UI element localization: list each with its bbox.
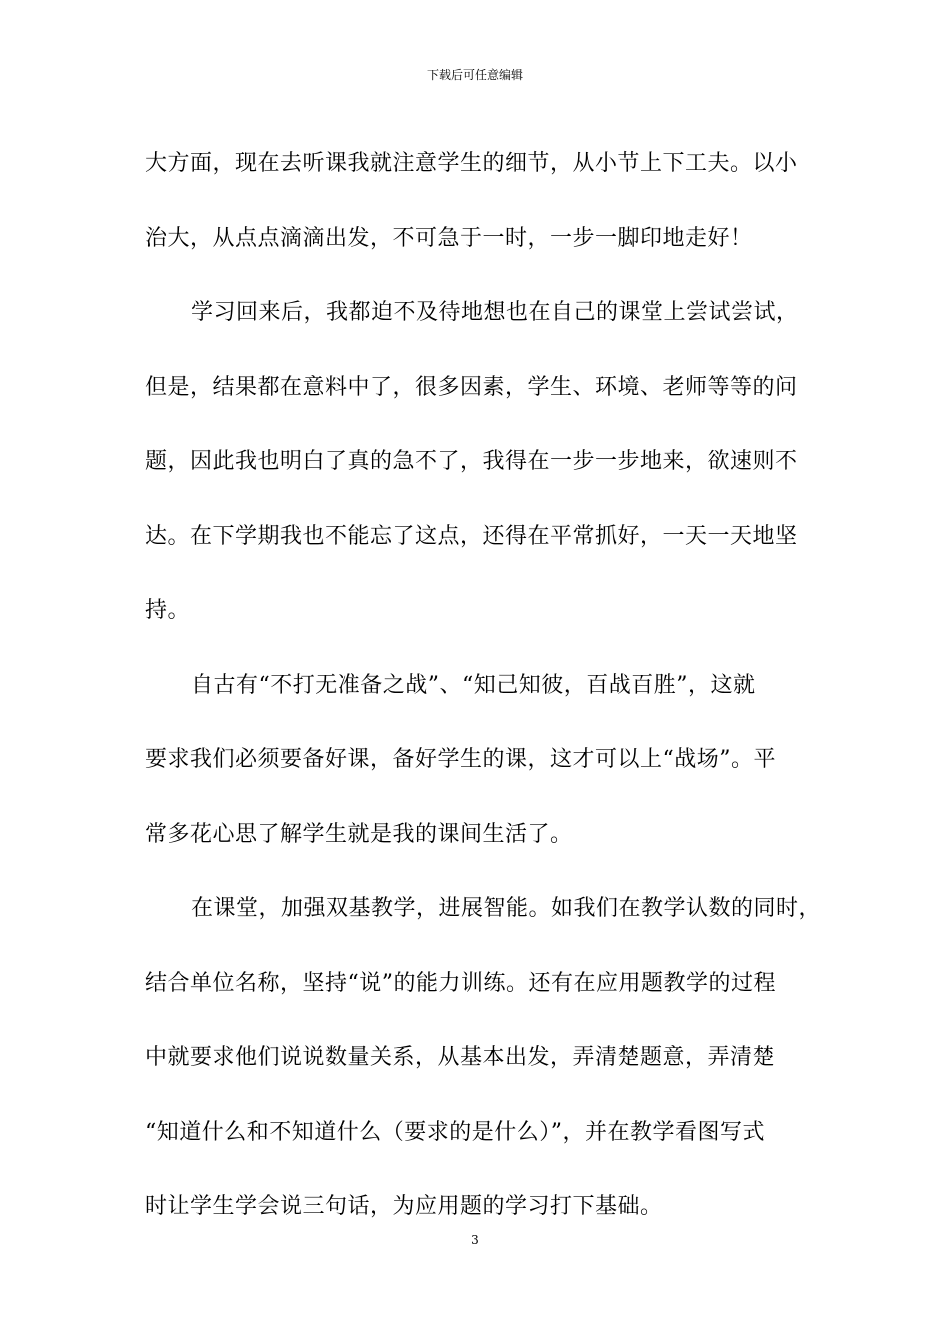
paragraph-start-line: 在课堂，加强双基教学，进展智能。如我们在教学认数的同时，	[191, 896, 822, 921]
page-header: 下载后可任意编辑	[426, 68, 523, 82]
paragraph-start-line: 自古有“不打无准备之战”、“知己知彼，百战百胜”，这就	[191, 672, 756, 698]
text-line: 治大，从点点滴滴出发，不可急于一时，一步一脚印地走好！	[145, 225, 753, 251]
document-body	[145, 127, 825, 1245]
text-line: 中就要求他们说说数量关系，从基本出发，弄清楚题意，弄清楚	[145, 1045, 776, 1070]
text-line: 要求我们必须要备好课，备好学生的课，这才可以上“战场”。平	[145, 747, 776, 772]
page-number: 3	[471, 1233, 479, 1247]
text-line: 题，因此我也明白了真的急不了，我得在一步一步地来，欲速则不	[145, 449, 798, 474]
text-line: 持。	[145, 598, 191, 623]
paragraph-start-line: 学习回来后，我都迫不及待地想也在自己的课堂上尝试尝试，	[191, 300, 799, 325]
text-line: “知道什么和不知道什么（要求的是什么）”，并在教学看图写式	[145, 1119, 765, 1145]
text-line: 大方面，现在去听课我就注意学生的细节，从小节上下工夫。以小	[145, 151, 798, 176]
text-line: 结合单位名称，坚持“说”的能力训练。还有在应用题教学的过程	[145, 970, 776, 996]
text-line: 常多花心思了解学生就是我的课间生活了。	[145, 821, 573, 847]
text-line: 达。在下学期我也不能忘了这点，还得在平常抓好，一天一天地坚	[145, 523, 798, 549]
text-line: 时让学生学会说三句话，为应用题的学习打下基础。	[145, 1194, 663, 1219]
text-line: 但是，结果都在意料中了，很多因素，学生、环境、老师等等的问	[145, 374, 798, 400]
